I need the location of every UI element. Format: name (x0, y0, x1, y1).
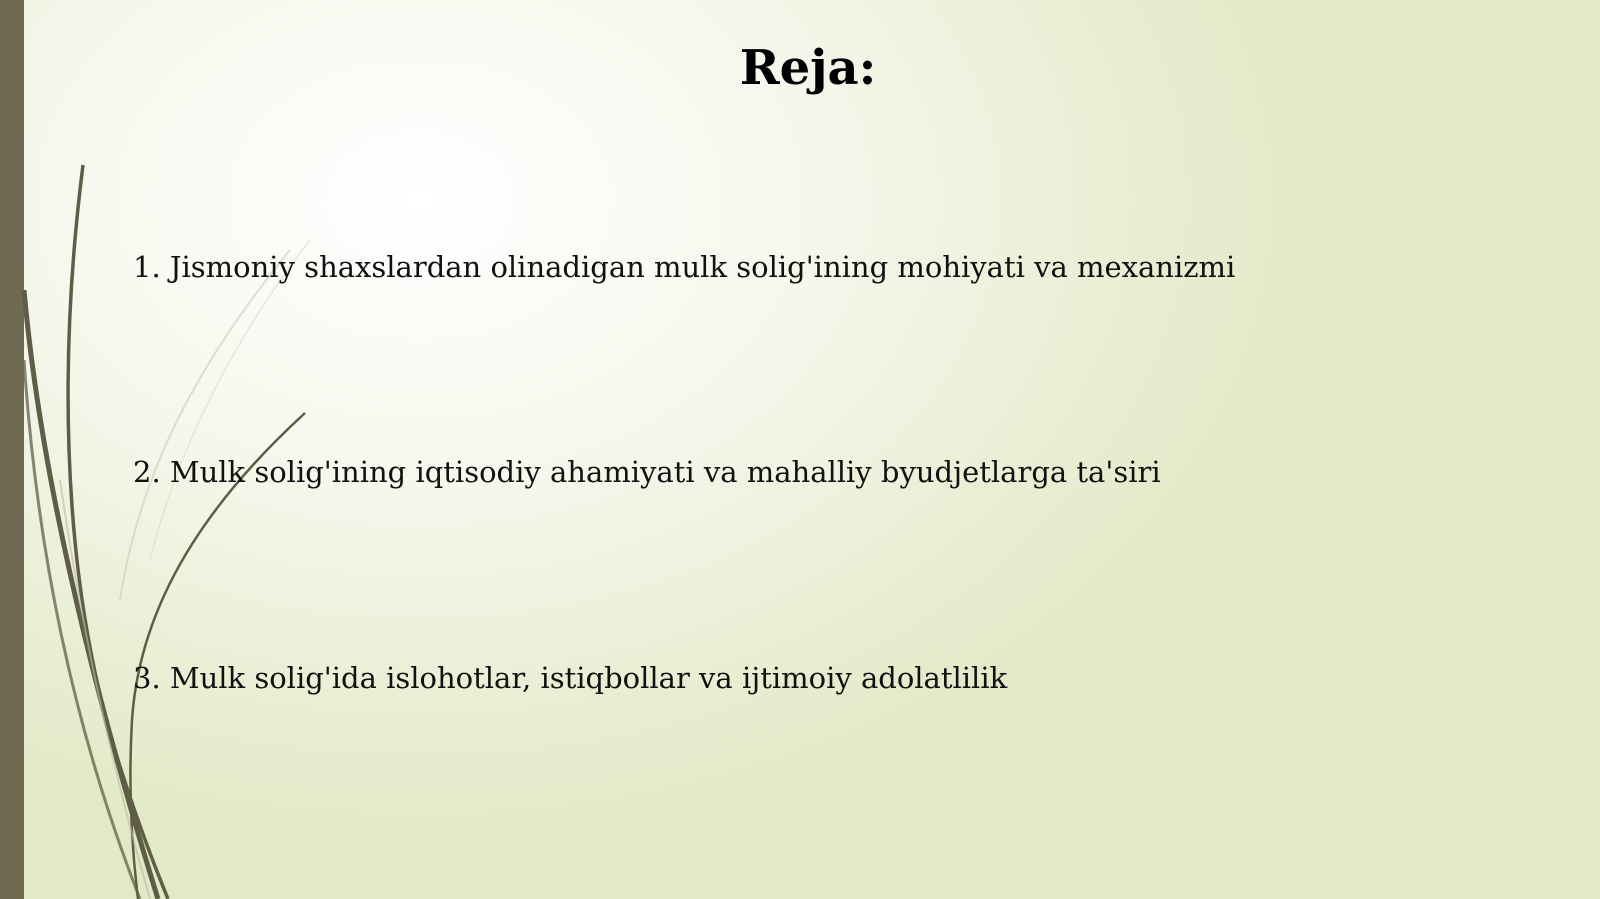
grass-blades-decoration-icon (0, 0, 420, 899)
plan-item-1: 1. Jismoniy shaxslardan olinadigan mulk solig'ining mohiyati va mexanizmi (133, 250, 1236, 284)
plan-item-2: 2. Mulk solig'ining iqtisodiy ahamiyati va mahalliy byudjetlarga ta'siri (133, 455, 1161, 489)
slide-title: Reja: (739, 40, 877, 96)
plan-item-3: 3. Mulk solig'ida islohotlar, istiqbollar va ijtimoiy adolatlilik (133, 661, 1008, 695)
